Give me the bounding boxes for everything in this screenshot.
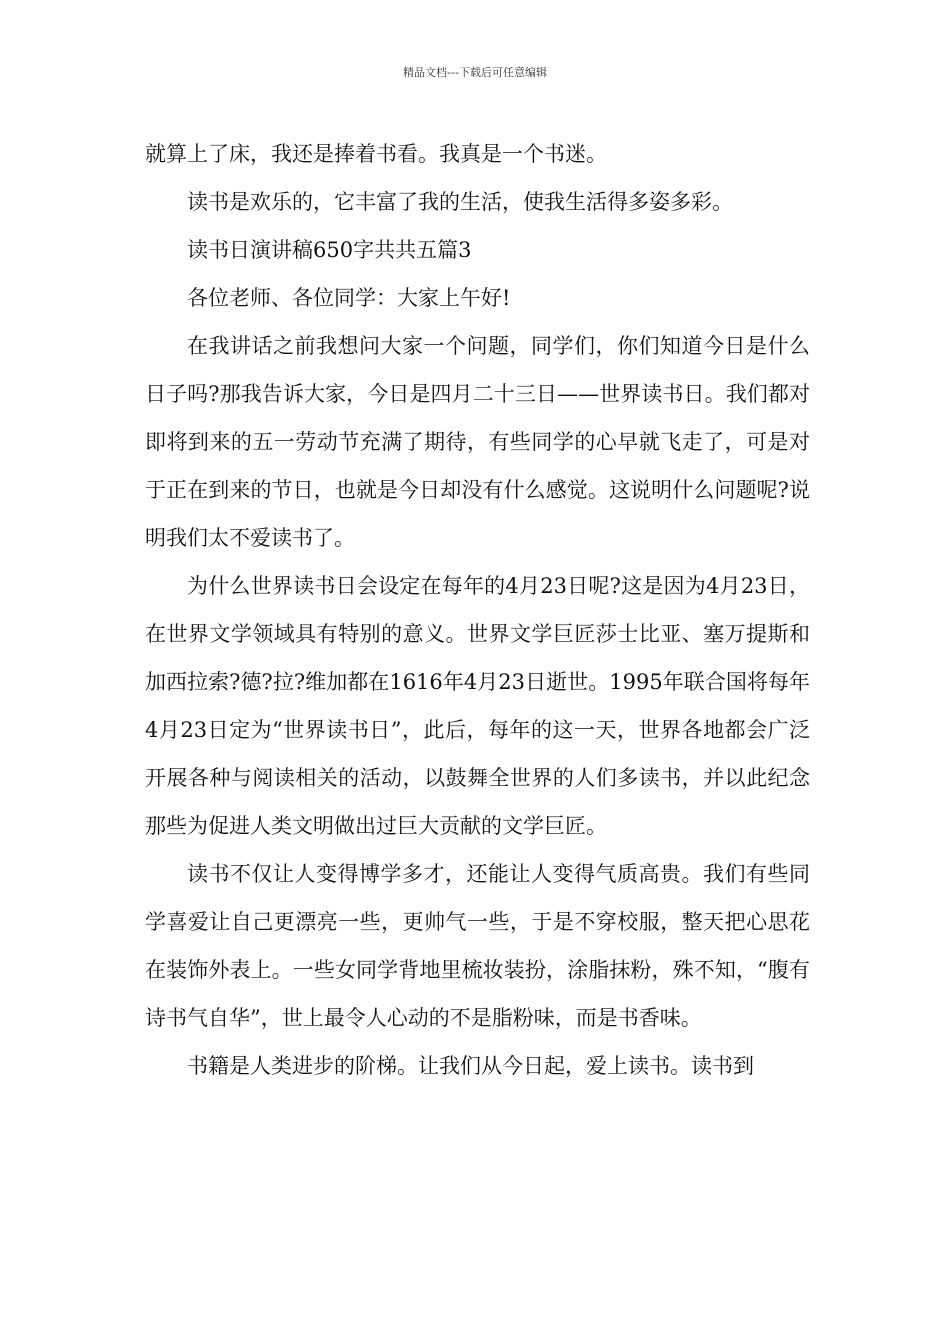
paragraph: 在我讲话之前我想问大家一个问题，同学们，你们知道今日是什么日子吗?那我告诉大家，今日是四月二十三日——世界读书日。我们都对即将到来的五一劳动节充满了期待，有些同学的心早就飞走了，可是对于正在到来的节日，也就是今日却没有什么感觉。这说明什么问题呢?说明我们太不爱读书了。 [145, 334, 810, 550]
document-body [145, 130, 810, 1090]
paragraph: 读书不仅让人变得博学多才，还能让人变得气质高贵。我们有些同学喜爱让自己更漂亮一些，更帅气一些，于是不穿校服，整天把心思花在装饰外表上。一些女同学背地里梳妆装扮，涂脂抹粉，殊不知，“腹有诗书气自华”，世上最令人心动的不是脂粉味，而是书香味。 [145, 862, 810, 1030]
page-header: 精品文档---下载后可任意编辑 [403, 66, 547, 79]
paragraph: 书籍是人类进步的阶梯。让我们从今日起，爱上读书。读书到 [187, 1054, 754, 1078]
paragraph: 为什么世界读书日会设定在每年的4月23日呢?这是因为4月23日，在世界文学领域具有特别的意义。世界文学巨匠莎士比亚、塞万提斯和加西拉索?德?拉?维加都在1616年4月23日逝世。1995年联合国将每年4月23日定为“世界读书日”，此后，每年的这一天，世界各地都会广泛开展各种与阅读相关的活动，以鼓舞全世界的人们多读书，并以此纪念那些为促进人类文明做出过巨大贡献的文学巨匠。 [145, 574, 810, 838]
paragraph: 读书是欢乐的，它丰富了我的生活，使我生活得多姿多彩。 [187, 190, 733, 214]
paragraph-continuation: 就算上了床，我还是捧着书看。我真是一个书迷。 [145, 142, 607, 166]
salutation: 各位老师、各位同学：大家上午好! [187, 286, 511, 310]
section-title: 读书日演讲稿650字共共五篇3 [187, 238, 472, 262]
